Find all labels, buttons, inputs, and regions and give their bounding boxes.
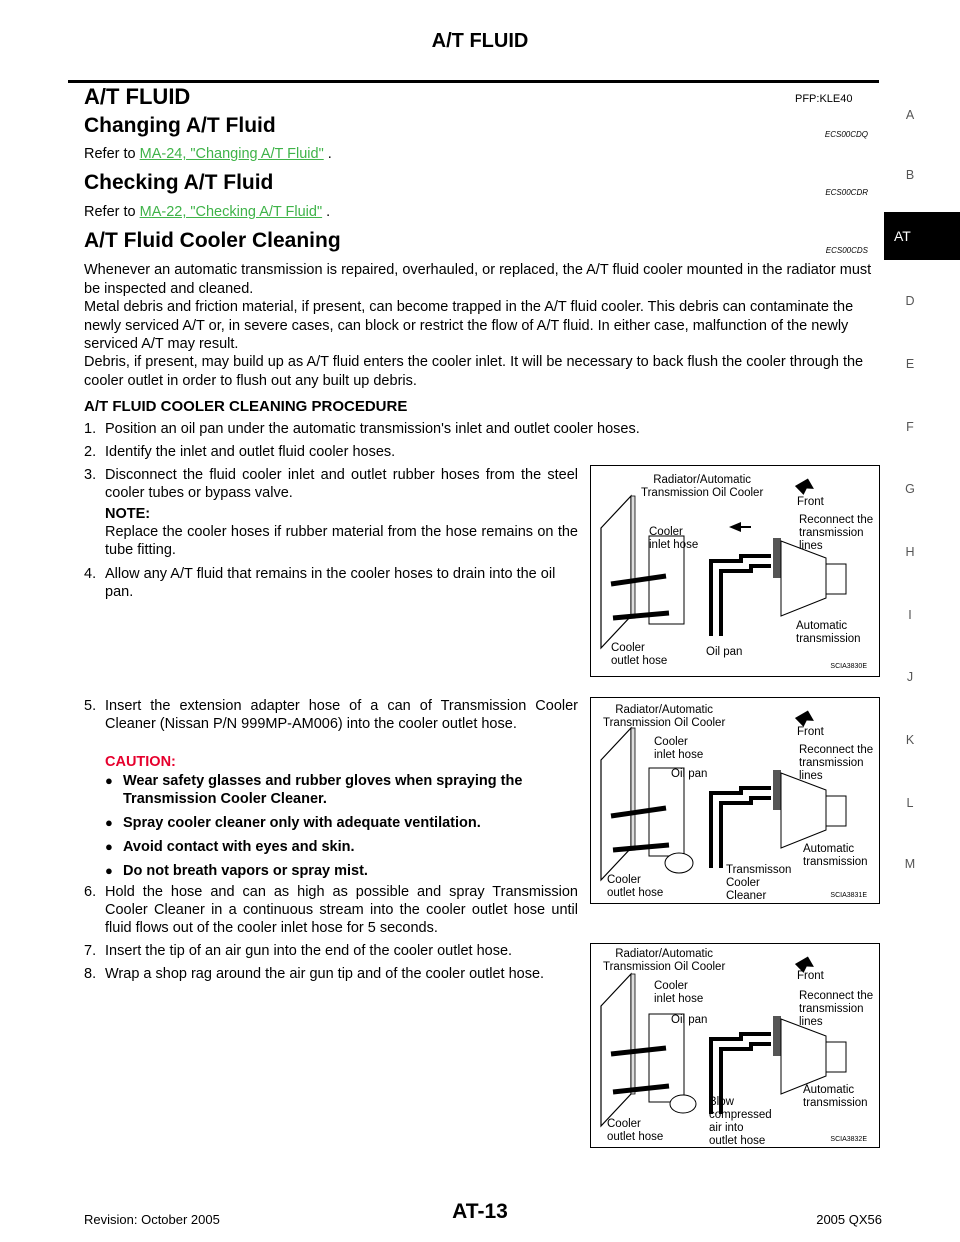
caution-label: CAUTION: [105, 754, 176, 770]
link-checking[interactable]: MA-22, "Checking A/T Fluid" [139, 204, 323, 220]
side-index-a[interactable]: A [905, 108, 915, 122]
side-index-h[interactable]: H [905, 545, 915, 559]
cleaning-para3: Debris, if present, may build up as A/T fluid enters the cooler inlet. It will be necessary to back flush the cooler through the cooler outlet in order to flush out any built up debris. [84, 354, 864, 389]
header-rule [68, 80, 879, 83]
caution-item: ● Wear safety glasses and rubber gloves when spraying the Transmission Cooler Cleaner. [105, 773, 523, 807]
side-index-g[interactable]: G [905, 482, 915, 496]
cleaning-para2: Metal debris and friction material, if present, can become trapped in the A/T fluid cooler. This debris can contaminate the newly serviced A/T or, in severe cases, can block or restrict the flow of A/T fluid. In either case, malfunction of the newly serviced A/T may result. [84, 299, 854, 353]
procedure-heading: A/T FLUID COOLER CLEANING PROCEDURE [84, 398, 408, 415]
bullet-icon: ● [105, 863, 113, 878]
bullet-icon: ● [105, 839, 113, 854]
section-title-changing: Changing A/T Fluid [84, 114, 276, 137]
side-index-j[interactable]: J [906, 670, 914, 684]
section-code-cleaning: ECS00CDS [825, 246, 868, 255]
side-index-k[interactable]: K [905, 733, 915, 747]
figure-2: Radiator/Automatic Transmission Oil Cooler Front Cooler inlet hose Reconnect the transmission lines Oil pan Automatic transmission Cooler outlet hose Transmisson Cooler Cleaner SCIA3831E [590, 697, 880, 904]
side-index-b[interactable]: B [905, 168, 915, 182]
ref-changing: Refer to MA-24, "Changing A/T Fluid" . [84, 146, 332, 162]
section-code-changing: ECS00CDQ [824, 130, 868, 139]
side-index-l[interactable]: L [906, 796, 914, 810]
note-label: NOTE: [105, 506, 151, 522]
figure-1: Radiator/Automatic Transmission Oil Cooler Front Cooler inlet hose Reconnect the transmission lines Automatic transmission Cooler outlet hose Oil pan SCIA3830E [590, 465, 880, 677]
figure-3: Radiator/Automatic Transmission Oil Cooler Front Cooler inlet hose Reconnect the transmission lines Oil pan Automatic transmission Cooler outlet hose Blow compressed air into outlet hose SCIA3832E [590, 943, 880, 1148]
section-title-checking: Checking A/T Fluid [84, 171, 274, 194]
side-index-d[interactable]: D [905, 294, 915, 308]
bullet-icon: ● [105, 773, 113, 788]
footer-revision: Revision: October 2005 [84, 1212, 220, 1227]
page-title: A/T FLUID [84, 84, 191, 109]
step-3: 3. Disconnect the fluid cooler inlet and outlet rubber hoses from the steel cooler tubes or bypass valve. [84, 467, 578, 501]
section-title-cleaning: A/T Fluid Cooler Cleaning [84, 229, 341, 252]
side-index-e[interactable]: E [905, 357, 915, 371]
step-8: 8. Wrap a shop rag around the air gun tip and of the cooler outlet hose. [84, 966, 545, 982]
header-title: A/T FLUID [431, 30, 529, 52]
step-6: 6. Hold the hose and can as high as possible and spray Transmission Cooler Cleaner in a continuous stream into the cooler outlet hose until fluid flows out of the cooler inlet hose for 5 seconds. [84, 884, 578, 936]
side-index-m[interactable]: M [904, 857, 916, 871]
footer-page-number: AT-13 [452, 1200, 508, 1223]
caution-item: ● Do not breath vapors or spray mist. [105, 863, 368, 879]
note [105, 505, 578, 559]
cleaning-intro: Whenever an automatic transmission is repaired, overhauled, or replaced, the A/T fluid cooler mounted in the radiator must be inspected and cleaned. [84, 262, 872, 297]
step-4: 4. Allow any A/T fluid that remains in the cooler hoses to drain into the oil pan. [84, 566, 556, 600]
pfp-code: PFP:KLE40 [795, 93, 853, 105]
step-1: 1. Position an oil pan under the automatic transmission's inlet and outlet cooler hoses. [84, 421, 640, 437]
step-7: 7. Insert the tip of an air gun into the end of the cooler outlet hose. [84, 943, 513, 959]
side-index-i[interactable]: I [908, 608, 912, 622]
caution-block [105, 753, 578, 880]
step-2: 2. Identify the inlet and outlet fluid cooler hoses. [84, 444, 396, 460]
footer-model: 2005 QX56 [816, 1212, 882, 1227]
side-index-f[interactable]: F [906, 420, 914, 434]
section-code-checking: ECS00CDR [825, 188, 868, 197]
caution-item: ● Spray cooler cleaner only with adequate ventilation. [105, 815, 481, 831]
link-changing[interactable]: MA-24, "Changing A/T Fluid" [139, 146, 324, 162]
step-5: 5. Insert the extension adapter hose of a can of Transmission Cooler Cleaner (Nissan P/N 999MP-AM006) into the cooler outlet hose. [84, 698, 578, 732]
note-text: Replace the cooler hoses if rubber material from the hose remains on the tube fitting. [105, 524, 578, 558]
bullet-icon: ● [105, 815, 113, 830]
side-index-at[interactable]: AT [884, 212, 960, 260]
caution-item: ● Avoid contact with eyes and skin. [105, 839, 355, 855]
ref-checking: Refer to MA-22, "Checking A/T Fluid" . [84, 204, 331, 220]
